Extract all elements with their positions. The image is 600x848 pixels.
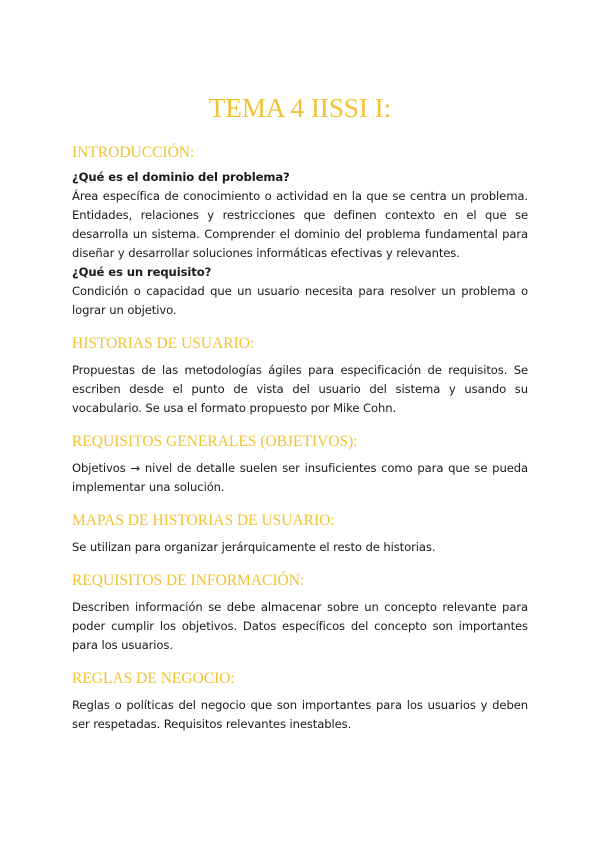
section-heading: REQUISITOS GENERALES (OBJETIVOS): [72,433,358,450]
section-heading: REQUISITOS DE INFORMACIÓN: [72,572,305,589]
paragraph: Condición o capacidad que un usuario necesita para resolver un problema o lograr un objetivo. [72,284,528,317]
page-title: TEMA 4 IISSI I: [208,93,392,123]
section-requisitos-de-informacion [72,571,528,655]
paragraph: Describen información se debe almacenar sobre un concepto relevante para poder cumplir los objetivos. Datos específicos del concepto son importantes para los usuarios. [72,600,528,652]
section-heading: REGLAS DE NEGOCIO: [72,670,235,687]
section-reglas-de-negocio [72,669,528,734]
section-requisitos-generales [72,432,528,497]
paragraph: Se utilizan para organizar jerárquicamente el resto de historias. [72,540,436,554]
question-heading: ¿Qué es un requisito? [72,265,212,279]
section-heading: INTRODUCCIÓN: [72,144,195,161]
section-introduccion [72,143,528,320]
paragraph: Propuestas de las metodologías ágiles para especificación de requisitos. Se escriben desde el punto de vista del usuario del sistema y usando su vocabulario. Se usa el formato propuesto por Mike Cohn. [72,363,528,415]
section-heading: MAPAS DE HISTORIAS DE USUARIO: [72,512,335,529]
section-heading: HISTORIAS DE USUARIO: [72,335,255,352]
section-historias-de-usuario [72,334,528,418]
paragraph: Área específica de conocimiento o actividad en la que se centra un problema. Entidades, relaciones y restricciones que definen contexto en el que se desarrolla un sistema. Comprender el dominio del problema fundamental para diseñar y desarrollar soluciones informáticas efectivas y relevantes. [72,189,528,260]
question-heading: ¿Qué es el dominio del problema? [72,170,290,184]
paragraph: Reglas o políticas del negocio que son importantes para los usuarios y deben ser respetadas. Requisitos relevantes inestables. [72,698,528,731]
section-mapas-de-historias [72,511,528,557]
paragraph: Objetivos → nivel de detalle suelen ser insuficientes como para que se pueda implementar una solución. [72,461,528,494]
